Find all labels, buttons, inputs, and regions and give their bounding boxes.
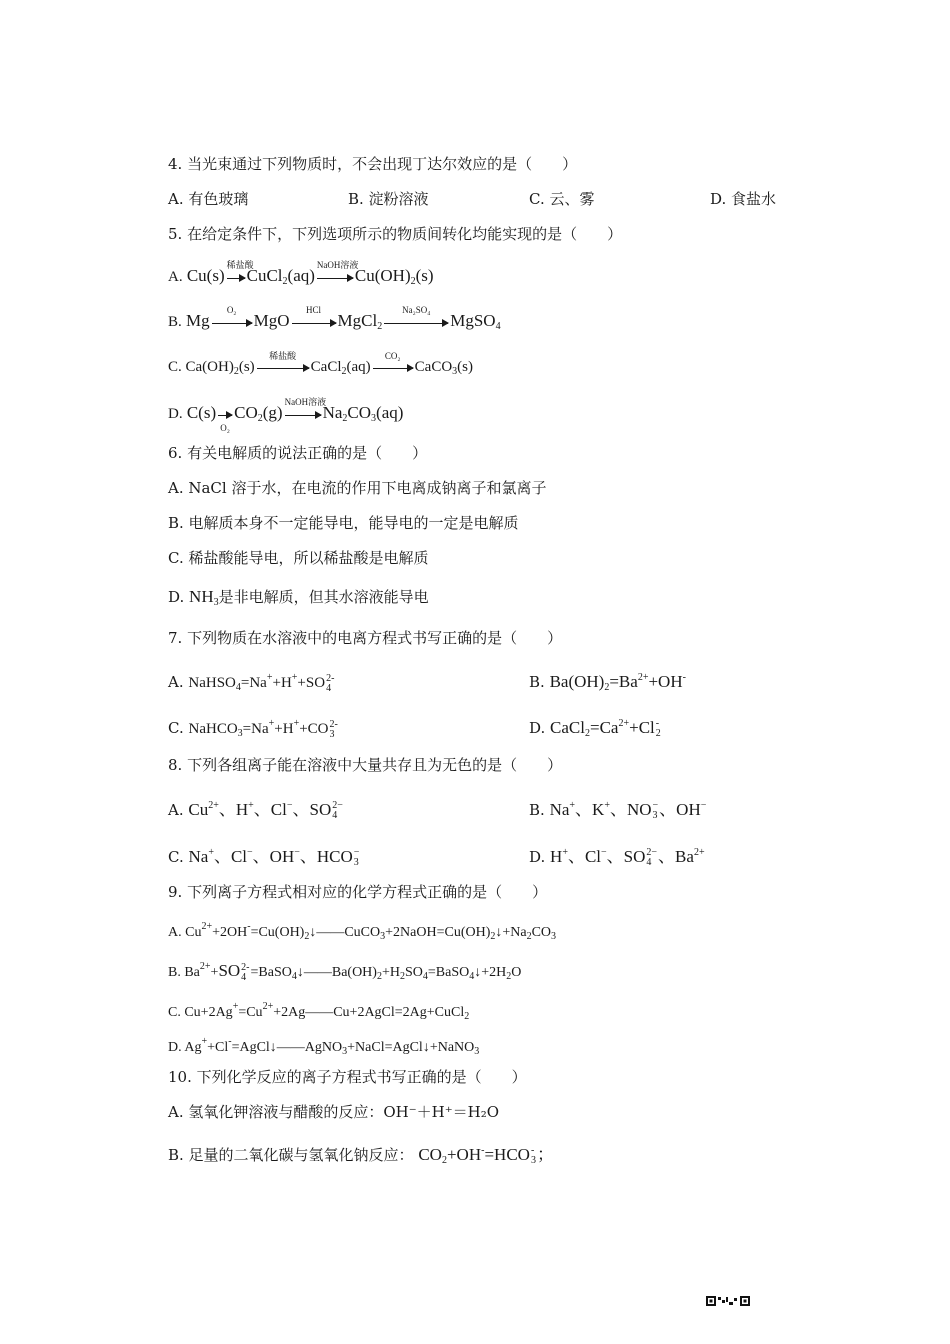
q9-option-a: A. $Cu^{2+}+2OH^-=Cu(OH)_2↓——CuCO_3+2NaOH=Cu(OH)_2↓+Na_2CO_3$ [168,921,557,942]
arrow: O₂ [212,312,252,332]
q5-option-b: B. Mg O₂ MgO HCl MgCl$_2$ Na₂SO₄ MgSO$_4$ [168,305,501,332]
q5-stem: 5. 在给定条件下，下列选项所示的物质间转化均能实现的是（ ） [168,225,623,243]
q7-option-c: C. NaHCO$_3$=Na++H++CO 2- 3 [168,718,338,740]
q6-stem: 6. 有关电解质的说法正确的是（ ） [168,444,428,462]
q7-option-a: A. NaHSO$_4$=Na++H++SO 2- 4 [168,672,335,694]
qr-code-icon [706,1296,750,1306]
q9-option-c: C. $Cu+2Ag^+=Cu^{2+}+2Ag——Cu+2AgCl=2Ag+CuCl_2$ [168,1001,470,1022]
arrow: 稀盐酸 [227,267,245,287]
arrow: HCl [292,312,336,332]
q4-stem: 4. 当光束通过下列物质时，不会出现丁达尔效应的是（ ） [168,155,578,173]
arrow: 稀盐酸 [257,358,309,378]
q4-option-a: A. 有色玻璃 [168,190,249,208]
q6-option-d: D. $NH_3$是非电解质，但其水溶液能导电 [168,587,429,608]
arrow: NaOH溶液 [317,267,353,287]
q4-option-b: B. 淀粉溶液 [348,190,429,208]
q7-stem: 7. 下列物质在水溶液中的电离方程式书写正确的是（ ） [168,629,563,647]
q8-option-d: D. H+、Cl−、SO 2− 4 、$Ba^{2+}$ [529,847,705,869]
q9-stem: 9. 下列离子方程式相对应的化学方程式正确的是（ ） [168,883,548,901]
q9-option-d: D. Ag++Cl-=AgCl↓——AgNO$_3$+NaCl=AgCl↓+NaNO$_3$ [168,1036,480,1057]
arrow: Na₂SO₄ [384,312,448,332]
q7-option-b: B. $Ba(OH)_2=Ba^{2+}+OH^-$ [529,672,686,693]
q5-option-c: C. $Ca(OH)_2(s)$ 稀盐酸 CaCl$_2$(aq) CO₂ CaCO$_3$(s) [168,350,473,377]
q8-option-a: A. $Cu^{2+}$、H+、Cl−、SO 2− 4 [168,800,343,822]
q5-option-a: A. Cu(s) 稀盐酸 CuCl$_2$(aq) NaOH溶液 $Cu(OH)_2(s)$ [168,260,434,287]
q10-stem: 10. 下列化学反应的离子方程式书写正确的是（ ） [168,1068,527,1086]
q8-option-b: B. Na+、K+、NO − 3 、OH− [529,800,707,822]
q8-stem: 8. 下列各组离子能在溶液中大量共存且为无色的是（ ） [168,756,563,774]
q6-option-a: A. NaCl 溶于水，在电流的作用下电离成钠离子和氯离子 [168,479,547,497]
q8-option-c: C. Na+、Cl−、OH−、HCO − 3 [168,847,360,869]
q10-option-a: A. 氢氧化钾溶液与醋酸的反应：OH⁻＋H⁺＝H₂O [168,1103,500,1121]
q4-option-d: D. 食盐水 [710,190,777,208]
q6-option-c: C. 稀盐酸能导电，所以稀盐酸是电解质 [168,549,429,567]
q10-option-b: B. 足量的二氧化碳与氢氧化钠反应： $CO_2+OH^-=HCO$ - 3 ； [168,1145,554,1167]
arrow: O₂ [218,404,232,424]
q4-option-c: C. 云、雾 [529,190,595,208]
q7-option-d: D. $CaCl_2=Ca^{2+}+Cl$ - 2 [529,718,661,740]
arrow: CO₂ [373,358,413,378]
q9-option-b: B. $Ba^{2+}+SO$ 2- 4 $=BaSO_4↓——Ba(OH)_2+H_2SO_4=BaSO_4↓+2H_2O$ [168,961,522,983]
arrow: NaOH溶液 [285,404,321,424]
q5-option-d: D. C(s) O₂ $CO_2(g)$ NaOH溶液 $Na_2CO_3(aq)$ [168,397,404,434]
q6-option-b: B. 电解质本身不一定能导电，能导电的一定是电解质 [168,514,519,532]
